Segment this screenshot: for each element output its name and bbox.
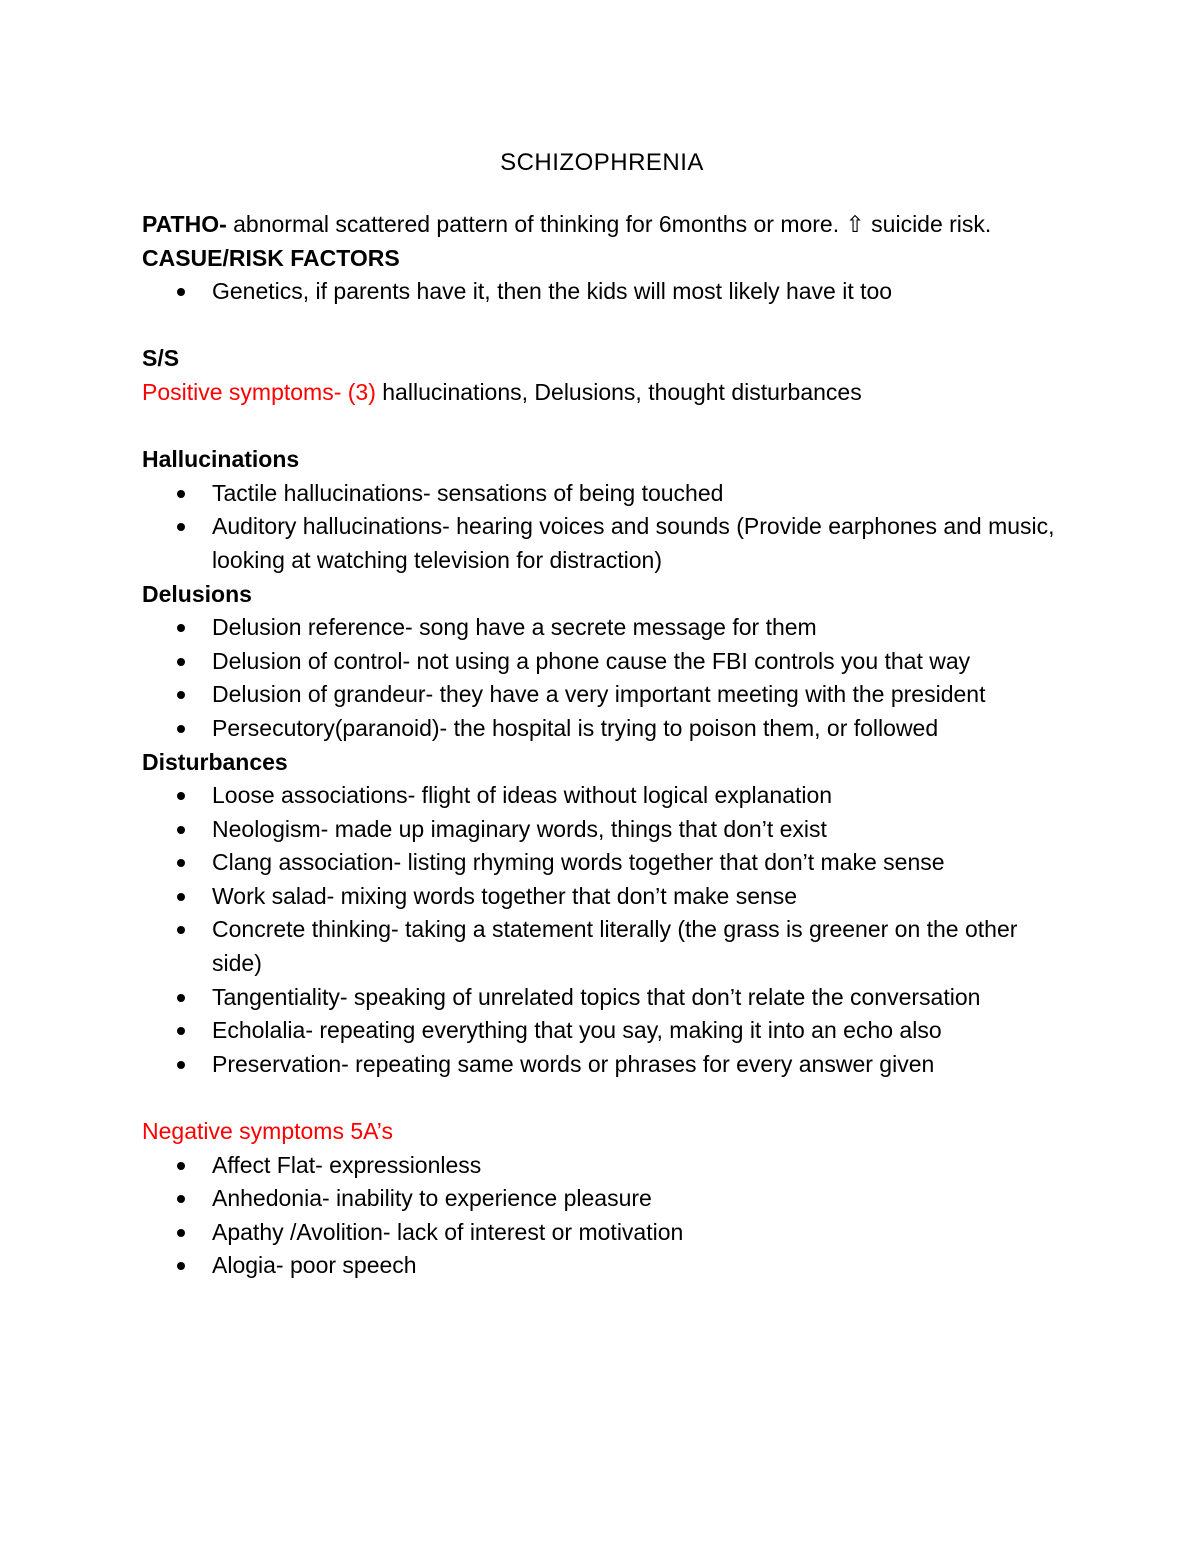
blank-line xyxy=(142,1081,1062,1115)
list-item xyxy=(142,1216,1062,1250)
patho-paragraph xyxy=(142,208,1062,242)
cause-heading: CASUE/RISK FACTORS xyxy=(142,244,400,271)
bullet-icon xyxy=(177,859,185,867)
list-item-text: Affect Flat- expressionless xyxy=(212,1151,482,1178)
list-item-text: Loose associations- flight of ideas without logical explanation xyxy=(212,782,833,809)
hallucinations-heading: Hallucinations xyxy=(142,446,300,473)
ss-heading: S/S xyxy=(142,345,180,372)
disturbances-list xyxy=(142,779,1062,1081)
list-item xyxy=(142,1149,1062,1183)
list-item-text: Genetics, if parents have it, then the kids will most likely have it too xyxy=(212,278,893,305)
list-item xyxy=(142,1182,1062,1216)
list-item-text: Concrete thinking- taking a statement literally (the grass is greener on the other side) xyxy=(212,916,1018,977)
list-item-text: Persecutory(paranoid)- the hospital is trying to poison them, or followed xyxy=(212,714,939,741)
bullet-icon xyxy=(177,658,185,666)
bullet-icon xyxy=(177,893,185,901)
bullet-icon xyxy=(177,624,185,632)
bullet-icon xyxy=(177,691,185,699)
list-item xyxy=(142,913,1062,980)
list-item-text: Tangentiality- speaking of unrelated topics that don’t relate the conversation xyxy=(212,983,981,1010)
list-item xyxy=(142,645,1062,679)
bullet-icon xyxy=(177,490,185,498)
hallucinations-list xyxy=(142,477,1062,578)
positive-text: hallucinations, Delusions, thought disturbances xyxy=(375,378,862,405)
list-item xyxy=(142,846,1062,880)
list-item-text: Delusion reference- song have a secrete message for them xyxy=(212,614,817,641)
delusions-heading: Delusions xyxy=(142,580,252,607)
list-item-text: Preservation- repeating same words or phrases for every answer given xyxy=(212,1050,935,1077)
negative-heading: Negative symptoms 5A’s xyxy=(142,1118,393,1145)
list-item xyxy=(142,1048,1062,1082)
list-item-text: Neologism- made up imaginary words, things that don’t exist xyxy=(212,815,827,842)
list-item xyxy=(142,813,1062,847)
list-item xyxy=(142,477,1062,511)
cause-list xyxy=(142,275,1062,309)
list-item-text: Clang association- listing rhyming words together that don’t make sense xyxy=(212,849,945,876)
blank-line xyxy=(142,309,1062,343)
list-item xyxy=(142,275,1062,309)
bullet-icon xyxy=(177,1061,185,1069)
list-item xyxy=(142,779,1062,813)
patho-label: PATHO- xyxy=(142,211,227,237)
list-item xyxy=(142,1014,1062,1048)
list-item xyxy=(142,880,1062,914)
bullet-icon xyxy=(177,725,185,733)
list-item-text: Delusion of control- not using a phone cause the FBI controls you that way xyxy=(212,647,971,674)
list-item xyxy=(142,1249,1062,1283)
bullet-icon xyxy=(177,1195,185,1203)
list-item-text: Work salad- mixing words together that don’t make sense xyxy=(212,882,798,909)
bullet-icon xyxy=(177,792,185,800)
disturbances-heading: Disturbances xyxy=(142,748,288,775)
delusions-list xyxy=(142,611,1062,745)
list-item xyxy=(142,712,1062,746)
list-item xyxy=(142,981,1062,1015)
bullet-icon xyxy=(177,926,185,934)
negative-list xyxy=(142,1149,1062,1283)
bullet-icon xyxy=(177,826,185,834)
document-title: SCHIZOPHRENIA xyxy=(500,149,704,176)
bullet-icon xyxy=(177,523,185,531)
bullet-icon xyxy=(177,288,185,296)
list-item-text: Auditory hallucinations- hearing voices and sounds (Provide earphones and music, looking at watching television for distraction) xyxy=(212,513,1055,573)
list-item-text: Apathy /Avolition- lack of interest or motivation xyxy=(212,1218,684,1245)
list-item-text: Tactile hallucinations- sensations of being touched xyxy=(212,479,724,506)
positive-label: Positive symptoms- (3) xyxy=(142,378,376,405)
positive-paragraph xyxy=(142,376,1062,410)
list-item-text: Alogia- poor speech xyxy=(212,1252,417,1279)
bullet-icon xyxy=(177,1262,185,1270)
list-item xyxy=(142,510,1062,577)
bullet-icon xyxy=(177,1027,185,1035)
list-item xyxy=(142,611,1062,645)
document-body xyxy=(142,145,1062,1283)
blank-line xyxy=(142,410,1062,444)
list-item-text: Anhedonia- inability to experience pleasure xyxy=(212,1185,652,1212)
list-item xyxy=(142,678,1062,712)
bullet-icon xyxy=(177,994,185,1002)
patho-text: abnormal scattered pattern of thinking for 6months or more. ⇧ suicide risk. xyxy=(226,211,992,237)
list-item-text: Delusion of grandeur- they have a very important meeting with the president xyxy=(212,681,986,708)
bullet-icon xyxy=(177,1162,185,1170)
bullet-icon xyxy=(177,1229,185,1237)
list-item-text: Echolalia- repeating everything that you say, making it into an echo also xyxy=(212,1017,942,1044)
